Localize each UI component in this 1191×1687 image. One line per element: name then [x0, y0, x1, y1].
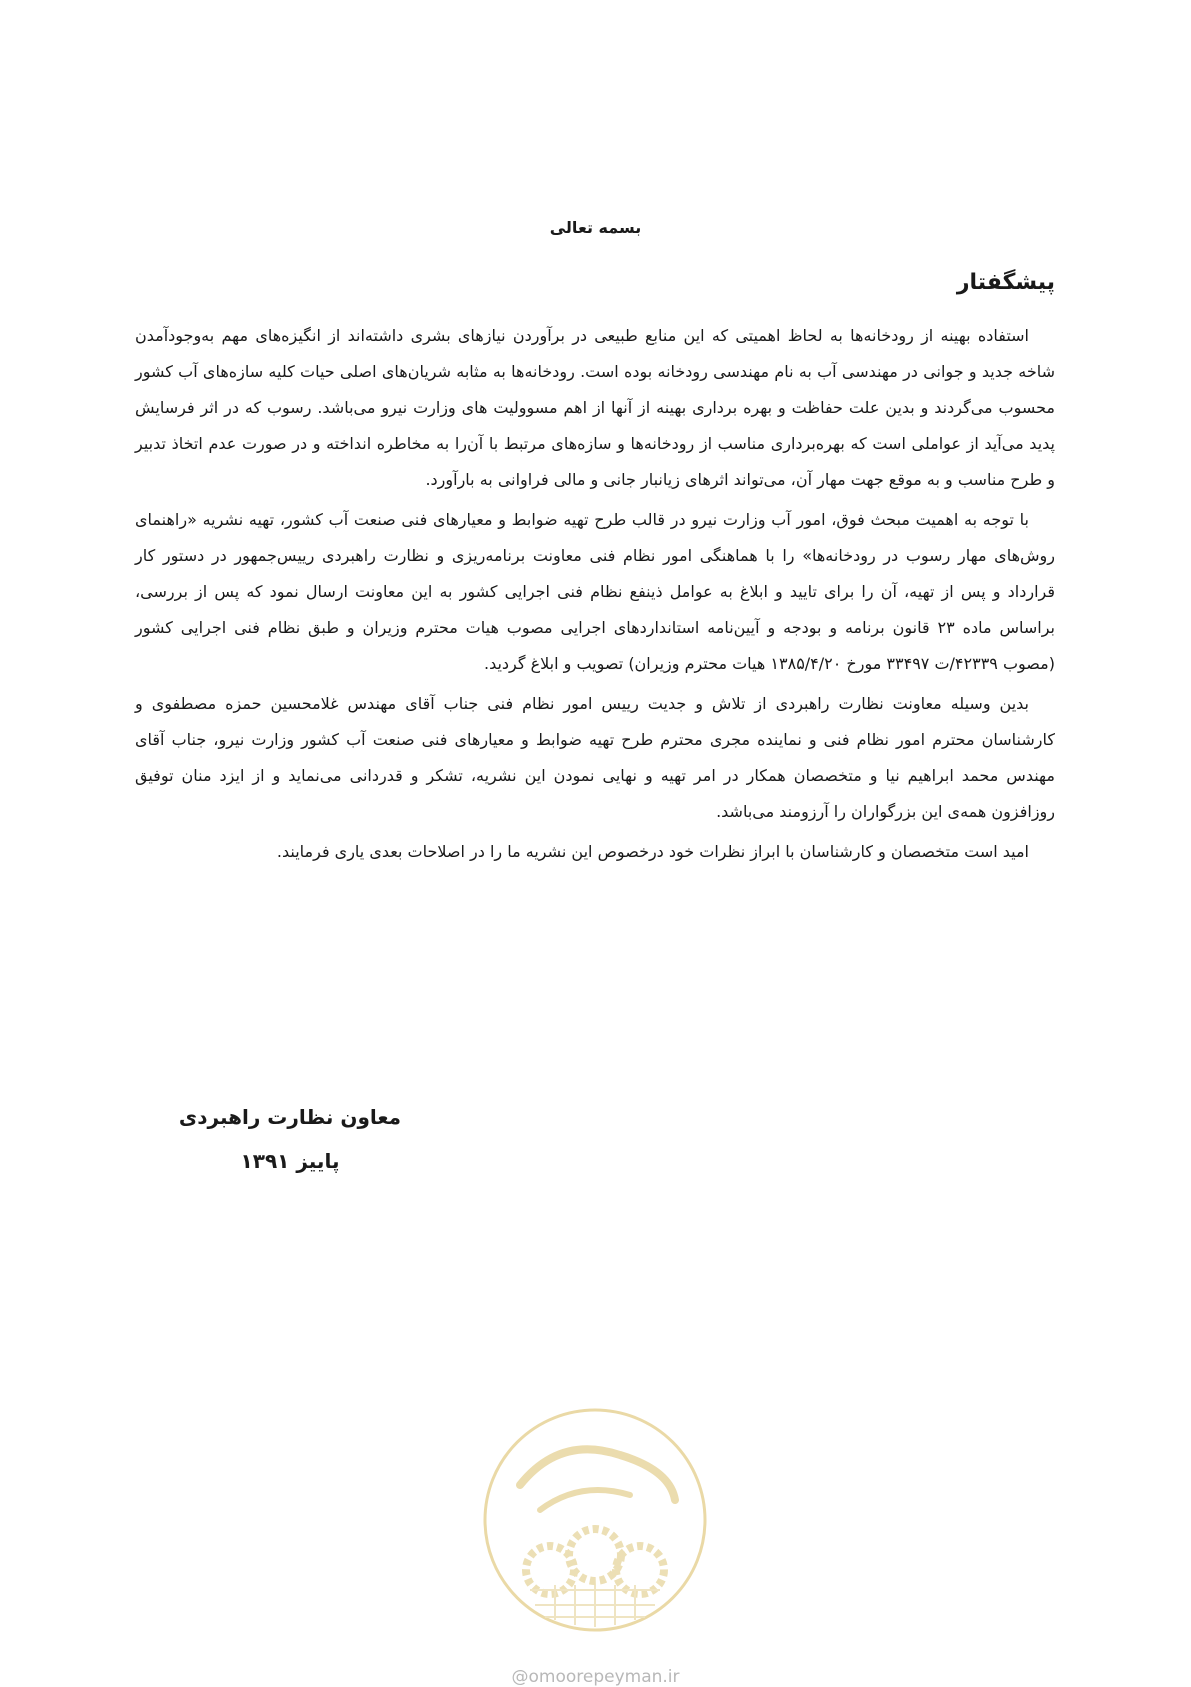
page-title: پیشگفتار	[956, 270, 1055, 295]
signature-date: پاییز ۱۳۹۱	[240, 1149, 340, 1173]
watermark-logo	[480, 1405, 710, 1635]
watermark-url-text: omoorepeyman.ir	[528, 1667, 680, 1687]
signature-office: معاون نظارت راهبردی	[178, 1105, 402, 1129]
paragraph-3: بدین وسیله معاونت نظارت راهبردی از تلاش و جدیت رییس امور نظام فنی جناب آقای مهندس غلامحسین حمزه مصطفوی و کارشناسان محترم امور نظام فنی و نماینده مجری محترم طرح تهیه ضوابط و معیارهای فنی صنعت آب کشور وزارت نیرو، جناب آقای مهندس محمد ابراهیم نیا و متخصصان همکار در امر تهیه و نهایی نمودن این نشریه، تشکر و قدردانی می‌نماید و از ایزد منان توفیق روزافزون همه‌ی این بزرگواران را آرزومند می‌باشد.	[135, 694, 1055, 821]
bismillah-heading: بسمه تعالی	[549, 218, 642, 237]
at-icon: @	[511, 1667, 529, 1687]
paragraph-2: با توجه به اهمیت مبحث فوق، امور آب وزارت نیرو در قالب طرح تهیه ضوابط و معیارهای فنی صنعت آب کشور، تهیه نشریه «راهنمای روش‌های مهار رسوب در رودخانه‌ها» را با هماهنگی امور نظام فنی معاونت برنامه‌ریزی و نظارت راهبردی رییس‌جمهور در دستور کار قرارداد و پس از تهیه، آن را برای تایید و ابلاغ به عوامل ذینفع نظام فنی اجرایی کشور به این معاونت ارسال نمود که پس از بررسی، براساس ماده ۲۳ قانون برنامه و بودجه و آیین‌نامه استانداردهای اجرایی مصوب هیات محترم وزیران و طبق نظام فنی اجرایی کشور (مصوب ۴۲۳۳۹/ت ۳۳۴۹۷ مورخ ۱۳۸۵/۴/۲۰ هیات محترم وزیران) تصویب و ابلاغ گردید.	[135, 510, 1055, 673]
paragraph-1: استفاده بهینه از رودخانه‌ها به لحاظ اهمیتی که این منابع طبیعی در برآوردن نیازهای بشری داشته‌اند از انگیزه‌های مهم به‌وجودآمدن شاخه جدید و جوانی در مهندسی آب به نام مهندسی رودخانه بوده است. رودخانه‌ها به مثابه شریان‌های اصلی حیات کلیه سازه‌های آب کشور محسوب می‌گردند و بدین علت حفاظت و بهره برداری بهینه از آنها از اهم مسوولیت های وزارت نیرو می‌باشد. رسوب که در اثر فرسایش پدید می‌آید از عواملی است که بهره‌برداری مناسب از رودخانه‌ها و سازه‌های مرتبط با آن‌را به مخاطره انداخته و در صورت عدم اتخاذ تدبیر و طرح مناسب و به موقع جهت مهار آن، می‌تواند اثرهای زیانبار جانی و مالی فراوانی به بارآورد.	[135, 326, 1055, 489]
watermark-url	[0, 1667, 1191, 1687]
signature-block	[160, 1095, 420, 1183]
paragraph-4: امید است متخصصان و کارشناسان با ابراز نظرات خود درخصوص این نشریه ما را در اصلاحات بعدی یاری فرمایند.	[276, 842, 1029, 861]
preface-body	[135, 318, 1055, 874]
